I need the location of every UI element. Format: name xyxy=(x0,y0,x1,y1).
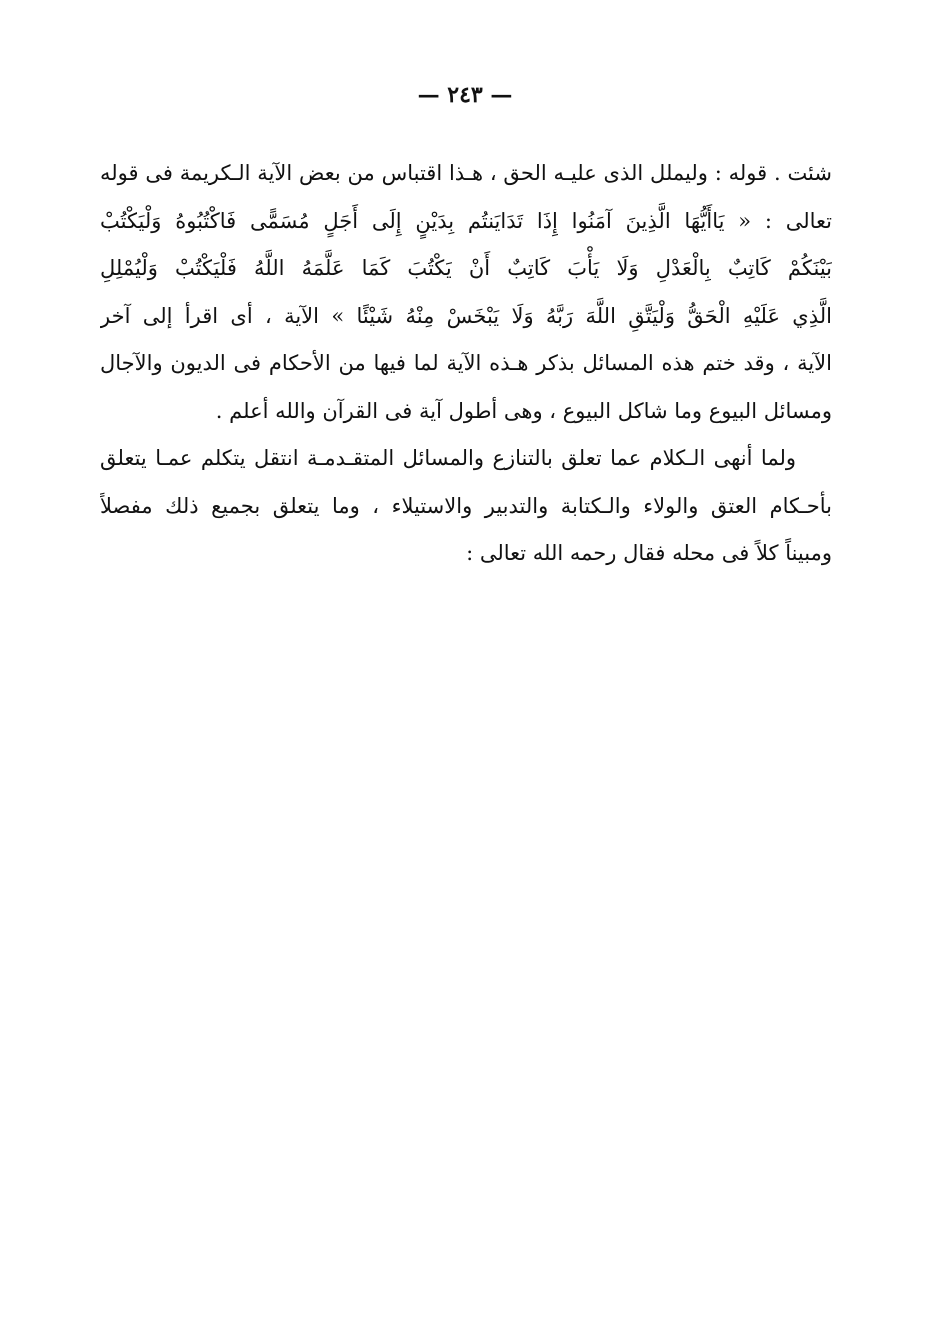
text-line: شئت . قوله : وليملل الذى عليـه الحق ، هـذا اقتباس من بعض الآية الـكريمة فى قوله xyxy=(100,161,832,185)
text-line: تعالى : « يَاأَيُّهَا الَّذِينَ آمَنُوا إِذَا تَدَايَنتُم بِدَيْنٍ إِلَى أَجَلٍ مُسَمًّى فَاكْتُبُوهُ وَلْيَكْتُبْ xyxy=(100,208,832,233)
paragraph-1 xyxy=(100,150,832,435)
paragraph-2 xyxy=(100,435,832,578)
text-line: ومسائل البيوع وما شاكل البيوع ، وهى أطول آية فى القرآن والله أعلم . xyxy=(215,398,832,423)
text-line: بأحـكام العتق والولاء والـكتابة والتدبير والاستيلاء ، وما يتعلق بجميع ذلك مفصلاً xyxy=(100,493,832,518)
text-line: الَّذِي عَلَيْهِ الْحَقُّ وَلْيَتَّقِ اللَّهَ رَبَّهُ وَلَا يَبْخَسْ مِنْهُ شَيْئًا » الآية ، أى اقرأ إلى آخر xyxy=(100,303,832,328)
text-line: ولما أنهى الـكلام عما تعلق بالتنازع والمسائل المتقـدمـة انتقل يتكلم عمـا يتعلق xyxy=(100,446,796,470)
body-text xyxy=(100,150,832,578)
page-number: — ٢٤٣ — xyxy=(417,82,513,108)
text-line: ومبيناً كلاً فى محله فقال رحمه الله تعالى : xyxy=(466,541,832,565)
text-line: الآية ، وقد ختم هذه المسائل بذكر هـذه الآية لما فيها من الأحكام فى الديون والآجال xyxy=(100,351,832,375)
text-line: بَيْنَكُمْ كَاتِبٌ بِالْعَدْلِ وَلَا يَأْبَ كَاتِبٌ أَنْ يَكْتُبَ كَمَا عَلَّمَهُ اللَّهُ فَلْيَكْتُبْ وَلْيُمْلِلِ xyxy=(100,256,832,280)
